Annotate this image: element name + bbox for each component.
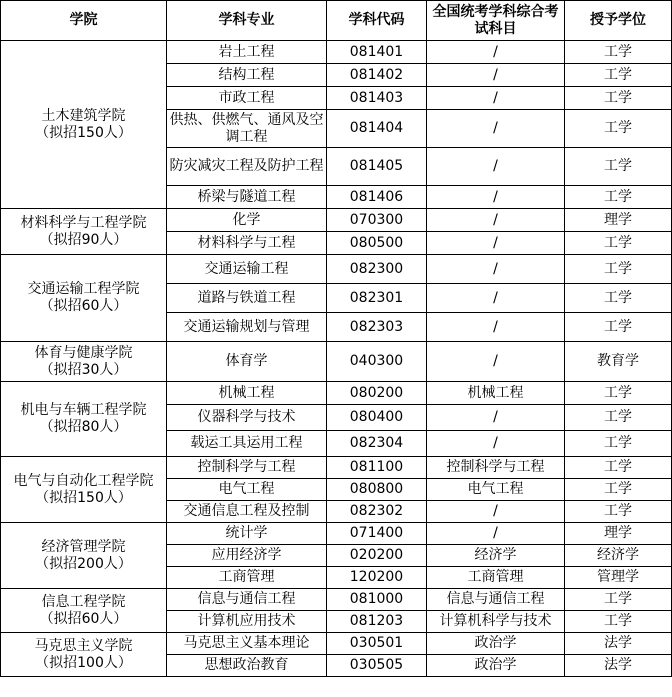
degree-cell: 工学 <box>565 148 672 186</box>
exam-cell: / <box>427 87 565 110</box>
major-cell: 计算机应用技术 <box>167 611 327 633</box>
exam-cell: / <box>427 405 565 431</box>
code-cell: 020200 <box>327 545 427 567</box>
code-cell: 081405 <box>327 148 427 186</box>
college-cell <box>1 209 167 255</box>
exam-cell: 政治学 <box>427 655 565 677</box>
code-cell: 082301 <box>327 284 427 313</box>
degree-cell: 工学 <box>565 589 672 611</box>
major-cell: 马克思主义基本理论 <box>167 633 327 655</box>
exam-cell: 机械工程 <box>427 382 565 405</box>
degree-cell: 工学 <box>565 284 672 313</box>
table-row <box>1 255 672 284</box>
exam-cell: 经济学 <box>427 545 565 567</box>
college-cell <box>1 589 167 633</box>
code-cell: 081401 <box>327 41 427 64</box>
code-cell: 082302 <box>327 501 427 523</box>
code-cell: 040300 <box>327 342 427 382</box>
major-cell: 控制科学与工程 <box>167 457 327 479</box>
degree-cell: 工学 <box>565 232 672 255</box>
exam-cell: 工商管理 <box>427 567 565 589</box>
table-row <box>1 41 672 64</box>
exam-cell: 计算机科学与技术 <box>427 611 565 633</box>
header-college: 学院 <box>1 1 167 41</box>
college-quota: （拟招80人） <box>39 419 128 435</box>
header-major: 学科专业 <box>167 1 327 41</box>
college-cell <box>1 382 167 457</box>
exam-cell: 电气工程 <box>427 479 565 501</box>
table-header-row <box>1 1 672 41</box>
college-name: 经济管理学院 <box>41 538 126 555</box>
exam-cell: / <box>427 232 565 255</box>
exam-cell: / <box>427 148 565 186</box>
degree-cell: 教育学 <box>565 342 672 382</box>
degree-cell: 工学 <box>565 431 672 457</box>
college-name: 土木建筑学院 <box>41 107 126 124</box>
exam-cell: / <box>427 342 565 382</box>
code-cell: 081402 <box>327 64 427 87</box>
major-cell: 结构工程 <box>167 64 327 87</box>
college-cell <box>1 457 167 523</box>
degree-cell: 经济学 <box>565 545 672 567</box>
college-cell <box>1 41 167 209</box>
major-cell: 交通运输工程 <box>167 255 327 284</box>
degree-cell: 工学 <box>565 405 672 431</box>
table-row <box>1 342 672 382</box>
code-cell: 081403 <box>327 87 427 110</box>
college-name: 材料科学与工程学院 <box>20 214 147 231</box>
degree-cell: 工学 <box>565 479 672 501</box>
code-cell: 082303 <box>327 313 427 342</box>
major-cell: 化学 <box>167 209 327 232</box>
code-cell: 082304 <box>327 431 427 457</box>
table-row <box>1 209 672 232</box>
college-quota: （拟招100人） <box>35 654 132 671</box>
college-quota: （拟招30人） <box>39 361 128 378</box>
college-name: 交通运输工程学院 <box>27 281 140 297</box>
exam-cell: / <box>427 313 565 342</box>
college-cell <box>1 342 167 382</box>
major-cell: 信息与通信工程 <box>167 589 327 611</box>
degree-cell: 工学 <box>565 501 672 523</box>
major-cell: 防灾减灾工程及防护工程 <box>167 148 327 186</box>
major-cell: 仪器科学与技术 <box>167 405 327 431</box>
exam-cell: / <box>427 255 565 284</box>
major-cell: 岩土工程 <box>167 41 327 64</box>
table-row <box>1 633 672 655</box>
code-cell: 030501 <box>327 633 427 655</box>
major-cell: 材料科学与工程 <box>167 232 327 255</box>
degree-cell: 理学 <box>565 523 672 545</box>
degree-cell: 法学 <box>565 633 672 655</box>
college-name: 机电与车辆工程学院 <box>20 402 147 418</box>
exam-cell: 信息与通信工程 <box>427 589 565 611</box>
code-cell: 080400 <box>327 405 427 431</box>
college-cell <box>1 255 167 342</box>
degree-cell: 工学 <box>565 611 672 633</box>
code-cell: 081000 <box>327 589 427 611</box>
exam-cell: / <box>427 186 565 209</box>
college-quota: （拟招150人） <box>35 489 132 506</box>
degree-cell: 工学 <box>565 255 672 284</box>
college-quota: （拟招200人） <box>35 555 132 572</box>
exam-cell: / <box>427 431 565 457</box>
degree-cell: 工学 <box>565 87 672 110</box>
exam-cell: / <box>427 64 565 87</box>
code-cell: 081100 <box>327 457 427 479</box>
exam-cell: / <box>427 110 565 148</box>
exam-cell: 控制科学与工程 <box>427 457 565 479</box>
code-cell: 080200 <box>327 382 427 405</box>
degree-cell: 工学 <box>565 382 672 405</box>
major-cell: 交通信息工程及控制 <box>167 501 327 523</box>
table-row <box>1 523 672 545</box>
table-row <box>1 589 672 611</box>
code-cell: 030505 <box>327 655 427 677</box>
degree-cell: 工学 <box>565 186 672 209</box>
code-cell: 080500 <box>327 232 427 255</box>
major-cell: 桥梁与隧道工程 <box>167 186 327 209</box>
table-row <box>1 457 672 479</box>
college-quota: （拟招90人） <box>39 231 128 248</box>
college-cell <box>1 633 167 677</box>
code-cell: 081203 <box>327 611 427 633</box>
major-cell: 工商管理 <box>167 567 327 589</box>
major-cell: 体育学 <box>167 342 327 382</box>
major-cell: 思想政治教育 <box>167 655 327 677</box>
code-cell: 082300 <box>327 255 427 284</box>
code-cell: 081404 <box>327 110 427 148</box>
college-quota: （拟招60人） <box>39 298 128 314</box>
degree-cell: 工学 <box>565 313 672 342</box>
code-cell: 080800 <box>327 479 427 501</box>
exam-cell: / <box>427 209 565 232</box>
degree-cell: 管理学 <box>565 567 672 589</box>
degree-cell: 工学 <box>565 64 672 87</box>
degree-cell: 法学 <box>565 655 672 677</box>
degree-cell: 工学 <box>565 41 672 64</box>
exam-cell: / <box>427 284 565 313</box>
college-name: 体育与健康学院 <box>34 344 133 361</box>
major-cell: 应用经济学 <box>167 545 327 567</box>
degree-cell: 工学 <box>565 110 672 148</box>
code-cell: 120200 <box>327 567 427 589</box>
major-cell: 电气工程 <box>167 479 327 501</box>
major-cell: 统计学 <box>167 523 327 545</box>
code-cell: 070300 <box>327 209 427 232</box>
college-name: 信息工程学院 <box>41 593 126 610</box>
header-exam: 全国统考学科综合考试科目 <box>427 1 565 41</box>
degree-cell: 工学 <box>565 457 672 479</box>
code-cell: 071400 <box>327 523 427 545</box>
exam-cell: / <box>427 501 565 523</box>
exam-cell: 政治学 <box>427 633 565 655</box>
college-quota: （拟招150人） <box>35 124 132 141</box>
college-cell <box>1 523 167 589</box>
college-quota: （拟招60人） <box>39 610 128 627</box>
college-name: 电气与自动化工程学院 <box>13 472 154 489</box>
exam-cell: / <box>427 41 565 64</box>
header-code: 学科代码 <box>327 1 427 41</box>
major-cell: 载运工具运用工程 <box>167 431 327 457</box>
header-degree: 授予学位 <box>565 1 672 41</box>
major-cell: 交通运输规划与管理 <box>167 313 327 342</box>
table-row <box>1 382 672 405</box>
major-cell: 机械工程 <box>167 382 327 405</box>
degree-cell: 理学 <box>565 209 672 232</box>
exam-cell: / <box>427 523 565 545</box>
code-cell: 081406 <box>327 186 427 209</box>
major-cell: 市政工程 <box>167 87 327 110</box>
major-cell: 道路与铁道工程 <box>167 284 327 313</box>
major-cell: 供热、供燃气、通风及空调工程 <box>167 110 327 148</box>
college-name: 马克思主义学院 <box>34 637 133 654</box>
